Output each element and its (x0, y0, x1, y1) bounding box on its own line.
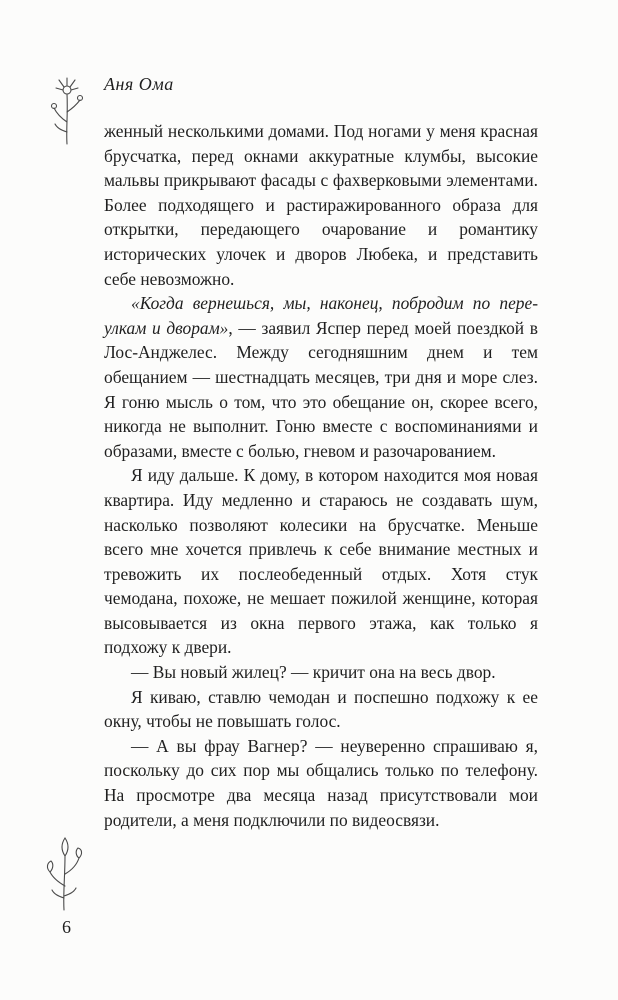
paragraph-2-rest: , — заявил Яспер перед моей поездкой в Лос-Анджелес. Между сегодняшним днем и тем обещанием — шестнадцать месяцев, три дня и море слез. Я гоню мысль о том, что это обещание он, скорее всего, никогда не выполнит. Гоню вместе с воспоминаниями и образами, вместе с болью, гневом и разочарованием. (104, 317, 538, 461)
running-head-title: Аня Ома (104, 74, 174, 94)
paragraph-5: Я киваю, ставлю чемодан и поспешно подхожу к ее окну, чтобы не повышать голос. (104, 686, 538, 732)
wildflower-sprig-icon (44, 830, 86, 912)
page-number: 6 (62, 917, 71, 937)
dialogue-line-1: — Вы новый жилец? — кричит она на весь двор. (131, 662, 496, 683)
paragraph-2 (104, 291, 538, 463)
wildflower-sprig-icon (47, 74, 87, 146)
dialogue-line-2: — А вы фрау Вагнер? — неуверенно спрашиваю я, поскольку до сих пор мы общались только по телефону. На просмотре два месяца назад присутствовали мои родители, а меня подключили по видеосвязи. (104, 735, 538, 830)
paragraph-1: женный несколькими домами. Под ногами у меня красная брусчатка, перед окнами аккуратные клумбы, высокие мальвы прикрывают фасады с фахверковыми элементами. Более подходящего и растиражированного образа для открытки, передающего очарование и романтику исторических улочек и дворов Любека, и представить себе невозможно. (104, 121, 538, 289)
paragraph-3: Я иду дальше. К дому, в котором находится моя новая квартира. Иду медленно и стараюсь не создавать шум, насколько позволяют колесики на брусчатке. Меньше всего мне хочется привлечь к себе внимание местных и тревожить их послеобеденный отдых. Хотя стук чемодана, похоже, не мешает пожилой женщине, которая высовывается из окна первого этажа, как только я подхожу к двери. (104, 465, 538, 658)
body-text (104, 119, 538, 832)
quoted-promise: «Когда вернешься, мы, наконец, побродим по переулкам и дворам» (104, 293, 538, 338)
